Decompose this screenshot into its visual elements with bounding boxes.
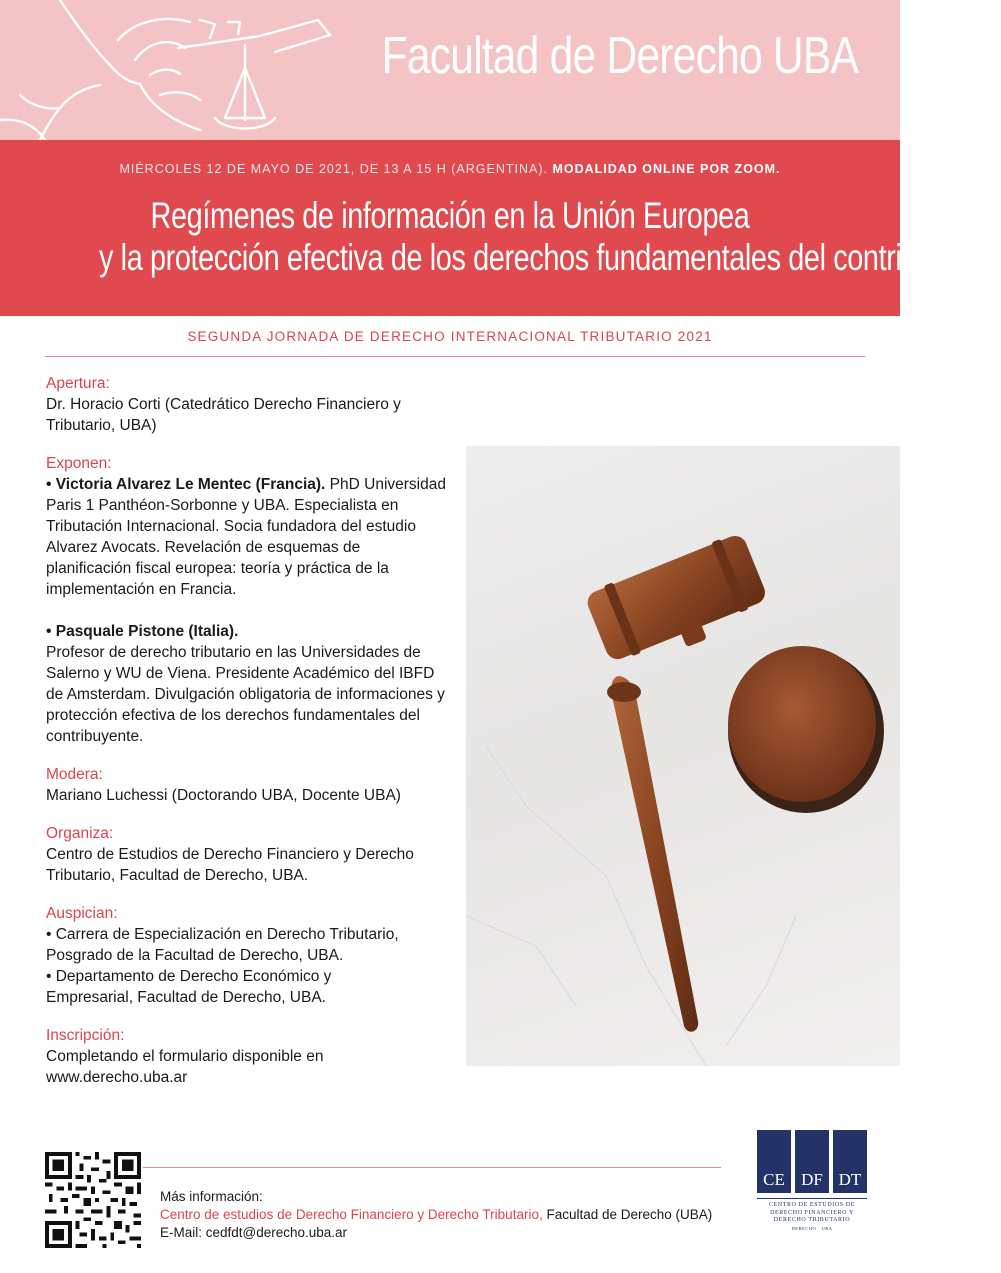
section-inscripcion bbox=[46, 1025, 446, 1088]
event-date-text: MIÉRCOLES 12 DE MAYO DE 2021, DE 13 A 15 H (ARGENTINA). bbox=[119, 162, 548, 176]
section-text: Dr. Horacio Corti (Catedrático Derecho Financiero y Tributario, UBA) bbox=[46, 396, 401, 434]
footer-divider bbox=[143, 1167, 721, 1168]
section-label: Apertura: bbox=[46, 375, 110, 392]
divider bbox=[45, 356, 865, 357]
section-label: Organiza: bbox=[46, 825, 114, 842]
section-text: Mariano Luchessi (Doctorando UBA, Docente UBA) bbox=[46, 787, 401, 804]
event-modality: MODALIDAD ONLINE POR ZOOM. bbox=[552, 162, 781, 176]
lady-justice-illustration bbox=[0, 0, 380, 140]
event-title-line-2: y la protección efectiva de los derechos fundamentales del contribuyente bbox=[99, 237, 1001, 278]
section-text: Completando el formulario disponible en bbox=[46, 1048, 324, 1065]
speaker-1-text: PhD Universidad Paris 1 Panthéon-Sorbonne y UBA. Especialista en Tributación Internacional. Socia fundadora del estudio Alvarez Avocats. Revelación de esquemas de planificación fiscal europea: teoría y práctica de la implementación en Francia. bbox=[46, 476, 446, 598]
logo-subtitle-line: CENTRO DE ESTUDIOS DE bbox=[768, 1202, 856, 1208]
speaker-2-name: • Pasquale Pistone (Italia). bbox=[46, 623, 239, 640]
section-label: Inscripción: bbox=[46, 1027, 125, 1044]
qr-code-icon[interactable] bbox=[45, 1152, 141, 1248]
section-exponen bbox=[46, 453, 446, 747]
logo-letter: CE bbox=[763, 1170, 785, 1189]
event-title bbox=[0, 195, 1001, 279]
section-apertura bbox=[46, 373, 446, 436]
section-label: Auspician: bbox=[46, 905, 118, 922]
speaker-1 bbox=[46, 474, 446, 600]
cedfdt-logo bbox=[757, 1130, 867, 1240]
event-subtitle: SEGUNDA JORNADA DE DERECHO INTERNACIONAL TRIBUTARIO 2021 bbox=[187, 329, 713, 344]
logo-subtitle-line: DERECHO TRIBUTARIO bbox=[773, 1217, 851, 1223]
contact-email[interactable]: E-Mail: cedfdt@derecho.uba.ar bbox=[160, 1225, 348, 1240]
event-title-line-1: Regímenes de información en la Unión Europea bbox=[150, 195, 750, 236]
faculty-name: Facultad de Derecho (UBA) bbox=[542, 1207, 713, 1222]
speaker-1-name: • Victoria Alvarez Le Mentec (Francia). bbox=[46, 476, 326, 493]
logo-subtitle bbox=[753, 1202, 871, 1225]
sponsor-1: • Carrera de Especialización en Derecho Tributario, Posgrado de la Facultad de Derecho, UBA. bbox=[46, 926, 399, 964]
faculty-title: Facultad de Derecho UBA bbox=[381, 27, 858, 85]
section-organiza bbox=[46, 823, 446, 886]
event-date bbox=[0, 162, 900, 176]
logo-subtitle-line: DERECHO FINANCIERO Y bbox=[770, 1209, 854, 1216]
registration-link[interactable]: www.derecho.uba.ar bbox=[46, 1069, 188, 1086]
section-modera bbox=[46, 764, 446, 806]
spacer bbox=[46, 600, 446, 621]
logo-tiny-text: DERECHO · UBA bbox=[791, 1226, 833, 1231]
title-band bbox=[0, 140, 1001, 316]
gavel-photo bbox=[466, 446, 900, 1066]
sponsor-2: • Departamento de Derecho Económico y Empresarial, Facultad de Derecho, UBA. bbox=[46, 968, 332, 1006]
section-text: Centro de Estudios de Derecho Financiero y Derecho Tributario, Facultad de Derecho, UBA. bbox=[46, 846, 414, 884]
header-band bbox=[0, 0, 900, 140]
program-content bbox=[46, 373, 446, 1105]
more-info-label: Más información: bbox=[160, 1189, 263, 1204]
footer-info bbox=[160, 1188, 760, 1242]
section-label: Modera: bbox=[46, 766, 103, 783]
logo-letter: DT bbox=[838, 1170, 862, 1189]
speaker-2-text: Profesor de derecho tributario en las Universidades de Salerno y WU de Viena. Presidente Académico del IBFD de Amsterdam. Divulgación obligatoria de informaciones y protección efectiva de los derechos fundamentales del contribuyente. bbox=[46, 644, 445, 745]
center-name: Centro de estudios de Derecho Financiero y Derecho Tributario, bbox=[160, 1207, 543, 1222]
logo-letters bbox=[757, 1170, 867, 1190]
logo-rule bbox=[757, 1198, 867, 1199]
footer-center-line bbox=[160, 1206, 760, 1224]
logo-letter: DF bbox=[801, 1170, 823, 1189]
section-auspician bbox=[46, 903, 446, 1008]
gavel-illustration bbox=[466, 446, 900, 1066]
section-label: Exponen: bbox=[46, 455, 112, 472]
